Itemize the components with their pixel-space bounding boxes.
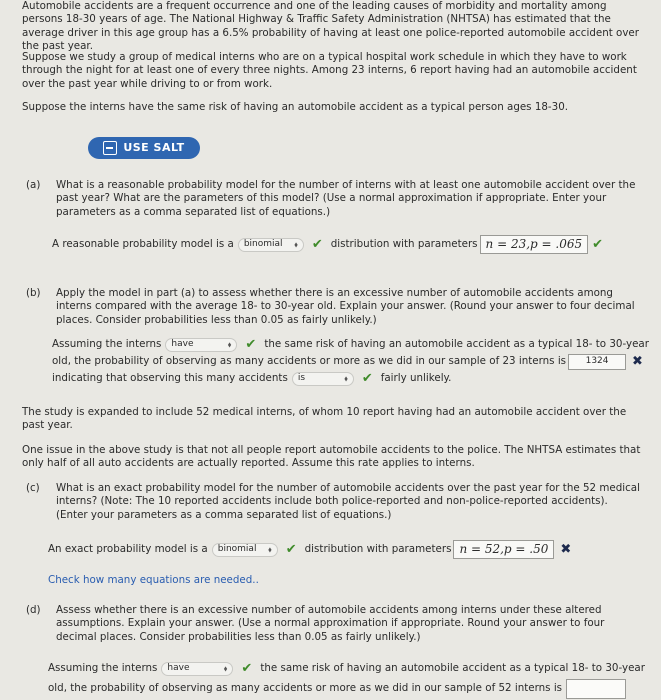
question-d-label: (d) (26, 604, 41, 616)
chevron-down-icon: ⬧ (268, 544, 272, 554)
probability-prefix-d: old, the probability of observing as many accidents or more as we did in our sample of 52 interns is (48, 682, 563, 695)
is-select-b-value: is (297, 373, 306, 384)
check-icon: ✔ (311, 236, 323, 252)
question-d (26, 604, 646, 654)
question-c-text: What is an exact probability model for the number of automobile accidents over the past year for the 52 medical interns? (Note: The 10 reported accidents include both police-reported and non-police-reported accidents). (Enter your parameters as a comma separated list of equations.) (56, 482, 640, 521)
check-equations-hint: Check how many equations are needed.. (48, 574, 259, 586)
model-prefix: A reasonable probability model is a (52, 237, 234, 250)
params-input-c[interactable]: n = 52,p = .50 (453, 540, 554, 559)
cross-icon: ✖ (632, 354, 643, 370)
chevron-down-icon: ⬧ (294, 239, 298, 249)
intro-paragraph-2: Suppose we study a group of medical interns who are on a typical hospital work schedule in which they have to work through the night for at least one of every three nights. Among 23 interns, 6 report having had an automobile accident over the past year while driving to or from work. (22, 51, 637, 90)
question-d-text: Assess whether there is an excessive number of automobile accidents among interns under these altered assumptions. Explain your answer. (Use a normal approximation if appropriate. Round your answer to four decimal places. Consider probabilities less than 0.05 as fairly unlikely.) (56, 604, 605, 643)
assuming-suffix: the same risk of having an automobile accident as a typical 18- to 30-year (264, 338, 649, 351)
indicating-suffix: fairly unlikely. (380, 372, 452, 385)
question-b (26, 287, 646, 337)
check-icon: ✔ (592, 236, 604, 252)
use-salt-button[interactable] (88, 137, 200, 159)
check-icon: ✔ (285, 541, 297, 557)
chevron-down-icon: ⬧ (223, 664, 228, 674)
question-b-line-2 (52, 354, 649, 370)
probability-input-d[interactable] (566, 679, 626, 699)
have-select-b[interactable] (165, 338, 237, 352)
cross-icon: ✖ (560, 541, 572, 557)
exact-model-prefix: An exact probability model is a (48, 542, 208, 555)
chevron-down-icon: ⬧ (344, 374, 348, 384)
params-input-a[interactable]: n = 23,p = .065 (480, 235, 589, 254)
model-select-a[interactable] (238, 238, 304, 252)
model-select-a-value: binomial (243, 238, 283, 249)
assuming-prefix: Assuming the interns (52, 338, 162, 351)
reporting-issue-text: One issue in the above study is that not all people report automobile accidents to the police. The NHTSA estimates that only half of all auto accidents are actually reported. Assume this rate applies to interns. (22, 444, 641, 470)
assuming-suffix-d: the same risk of having an automobile accident as a typical 18- to 30-year (260, 662, 645, 675)
question-b-line-1 (52, 338, 649, 352)
params-prefix-c: distribution with parameters (304, 542, 452, 555)
is-select-b[interactable] (292, 372, 354, 386)
question-d-line-2 (48, 679, 626, 699)
question-d-line-1 (48, 662, 645, 676)
salt-icon (103, 141, 117, 155)
check-icon: ✔ (245, 337, 257, 353)
have-select-d-value: have (167, 663, 190, 674)
probability-input-b[interactable]: 1324 (568, 354, 626, 370)
indicating-prefix: indicating that observing this many accidents (52, 372, 288, 385)
probability-prefix: old, the probability of observing as many accidents or more as we did in our sample of 23 interns is (52, 355, 567, 368)
intro-paragraph-1: Automobile accidents are a frequent occurrence and one of the leading causes of morbidity and mortality among persons 18-30 years of age. The National Highway & Traffic Safety Administration (NHTSA) has estimated that the average driver in this age group has a 6.5% probability of having at least one police-reported automobile accident over the past year. (22, 0, 639, 52)
params-prefix: distribution with parameters (330, 237, 478, 250)
have-select-d[interactable] (161, 662, 233, 676)
question-a-text: What is a reasonable probability model for the number of interns with at least one automobile accident over the past year? What are the parameters of this model? (Use a normal approximation if appropriate. Enter your parameters as a comma separated list of equations.) (56, 179, 636, 218)
intro-paragraph-3: Suppose the interns have the same risk of having an automobile accident as a typical person ages 18-30. (22, 101, 569, 113)
expanded-study-text: The study is expanded to include 52 medical interns, of whom 10 report having had an automobile accident over the past year. (22, 406, 627, 432)
assuming-prefix-d: Assuming the interns (48, 662, 158, 675)
have-select-b-value: have (171, 339, 194, 350)
question-b-text: Apply the model in part (a) to assess whether there is an excessive number of automobile accidents among interns compared with the average 18- to 30-year old. Explain your answer. (Round your answer to four decimal places. Consider probabilities less than 0.05 as fairly unlikely.) (56, 287, 635, 326)
chevron-down-icon: ⬧ (227, 340, 232, 350)
question-a-label: (a) (26, 179, 41, 191)
question-c-label: (c) (26, 482, 40, 494)
model-select-c-value: binomial (217, 543, 257, 554)
check-icon: ✔ (241, 661, 253, 677)
use-salt-label: USE SALT (123, 141, 185, 155)
model-select-c[interactable] (212, 543, 278, 557)
question-b-label: (b) (26, 287, 41, 299)
question-c-answer-line (48, 540, 577, 559)
question-c (26, 482, 646, 532)
question-a-answer-line (52, 235, 607, 254)
check-icon: ✔ (361, 371, 373, 387)
question-b-line-3 (52, 372, 451, 386)
